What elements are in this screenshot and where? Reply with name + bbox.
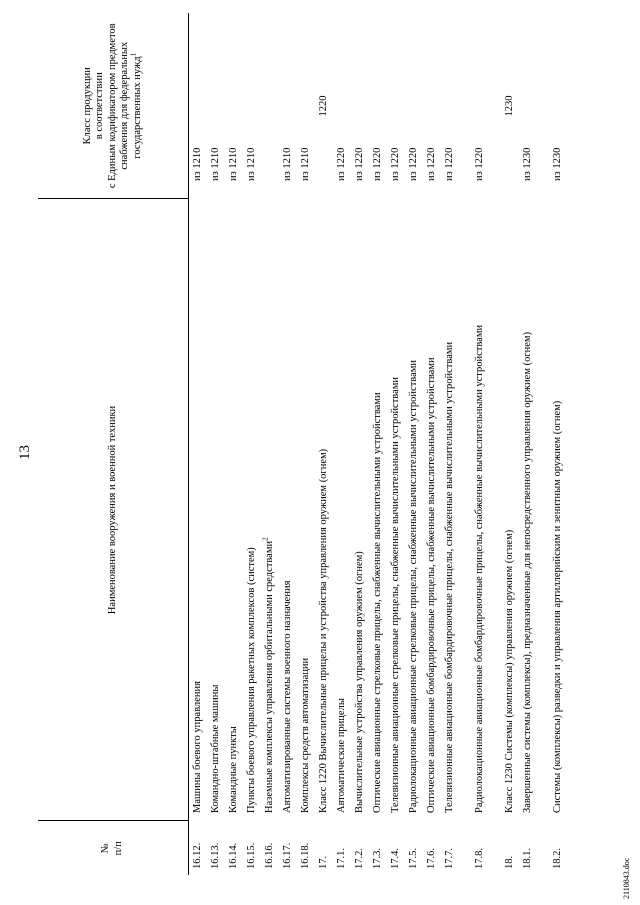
row-code: из 1210	[192, 147, 203, 181]
row-name: Оптические авиационные стрелковые прицелы, снабженные вычислительными устройствами	[371, 392, 383, 813]
header-name	[38, 199, 189, 821]
row-code	[261, 13, 279, 199]
row-name: Оптические авиационные бомбардировочные прицелы, снабженные вычислительными устройствами	[425, 357, 437, 813]
table-row	[315, 13, 333, 875]
table-row	[333, 13, 351, 875]
row-code: из 1230	[551, 147, 563, 181]
row-code: из 1210	[281, 147, 293, 181]
header-number	[38, 821, 189, 875]
header-name-label: Наименование вооружения и военной техники	[106, 405, 118, 615]
row-code: 1220	[317, 95, 329, 117]
table-row	[501, 13, 519, 875]
row-code: из 1210	[245, 147, 257, 181]
table-row	[225, 13, 243, 875]
table-row	[369, 13, 387, 875]
row-code: из 1220	[425, 147, 437, 181]
row-code: из 1210	[209, 147, 221, 181]
row-number: 17.6.	[425, 848, 437, 869]
table-row	[423, 13, 441, 875]
table-row	[279, 13, 297, 875]
table-row	[261, 13, 279, 875]
header-code-footnote: 1	[129, 52, 138, 57]
table-row	[519, 13, 549, 875]
header-code-label: Класс продукции в соответствии с Единым кодификатором предметов снабжения для федеральных государственных нужд	[81, 23, 143, 189]
row-name: Радиолокационные авиационные стрелковые прицелы, снабженные вычислительными устройствами	[407, 359, 419, 813]
row-number: 16.15.	[245, 842, 257, 869]
row-code: из 1210	[227, 147, 239, 181]
row-code: из 1220	[407, 147, 419, 181]
row-code: из 1220	[353, 147, 365, 181]
row-name: Командно-штабные машины	[209, 684, 221, 813]
row-number: 16.12.	[192, 842, 203, 869]
row-name: Класс 1220 Вычислительные прицелы и устройства управления оружием (огнем)	[317, 448, 329, 813]
table-row	[243, 13, 261, 875]
table-row	[549, 13, 567, 875]
table-row	[387, 13, 405, 875]
row-name: Класс 1230 Системы (комплексы) управления оружием (огнем)	[503, 529, 515, 813]
row-name: Завершенные системы (комплексы), предназначенные для непосредственного управления оружием (огнем)	[521, 331, 533, 813]
row-number: 18.2.	[551, 848, 563, 869]
table-row	[441, 13, 471, 875]
row-number: 17.3.	[371, 848, 383, 869]
page-number: 13	[17, 445, 33, 460]
row-number: 17.5.	[407, 848, 419, 869]
row-name: Радиолокационные авиационные бомбардировочные прицелы, снабженные вычислительными устройствами	[473, 324, 485, 813]
table-row	[189, 13, 207, 875]
row-number: 16.16.	[263, 842, 275, 869]
row-code: из 1220	[371, 147, 383, 181]
row-code: из 1210	[299, 147, 311, 181]
row-name: Телевизионные авиационные бомбардировочные прицелы, снабженные вычислительными устройствами	[443, 341, 455, 813]
row-name: Вычислительные устройства управления оружием (огнем)	[353, 551, 365, 813]
row-name: Командные пункты	[227, 726, 239, 813]
table-row	[471, 13, 501, 875]
row-code: 1230	[503, 95, 515, 117]
footer-file-name: 2110843.doc	[622, 857, 631, 899]
row-code: из 1220	[443, 147, 455, 181]
row-name-cell	[261, 199, 279, 821]
row-name: Комплексы средств автоматизации	[299, 657, 311, 813]
row-number: 16.18.	[299, 842, 311, 869]
row-footnote: 2	[261, 537, 269, 541]
row-name: Автоматические прицелы	[335, 698, 347, 813]
table-header-row	[38, 13, 189, 875]
row-name: Пункты боевого управления ракетных комплексов (систем)	[245, 547, 257, 813]
table-row	[351, 13, 369, 875]
row-number: 16.13.	[209, 842, 221, 869]
row-number: 17.1.	[335, 848, 347, 869]
row-name: Телевизионные авиационные стрелковые прицелы, снабженные вычислительными устройствами	[389, 376, 401, 813]
row-code: из 1220	[389, 147, 401, 181]
row-code: из 1220	[473, 147, 485, 181]
row-name: Наземные комплексы управления орбитальными средствами	[263, 540, 275, 813]
row-number: 17.	[317, 855, 329, 869]
row-number: 17.7.	[443, 848, 455, 869]
row-code: из 1230	[521, 147, 533, 181]
weapons-classification-table	[38, 13, 567, 875]
row-number: 16.17.	[281, 842, 293, 869]
row-number: 17.2.	[353, 848, 365, 869]
row-number: 17.8.	[473, 848, 485, 869]
row-code: из 1220	[335, 147, 347, 181]
row-number: 17.4.	[389, 848, 401, 869]
table-row	[207, 13, 225, 875]
table-row	[297, 13, 315, 875]
header-number-label: № п/п	[100, 841, 124, 856]
row-name: Автоматизированные системы военного назначения	[281, 580, 293, 813]
table-row	[405, 13, 423, 875]
row-number: 18.1.	[521, 848, 533, 869]
row-number: 18.	[503, 855, 515, 869]
header-code	[38, 13, 189, 199]
row-name: Машины боевого управления	[192, 680, 203, 813]
row-name: Системы (комплексы) разведки и управления артиллерийским и зенитным оружием (огнем)	[551, 400, 563, 813]
row-number: 16.14.	[227, 842, 239, 869]
